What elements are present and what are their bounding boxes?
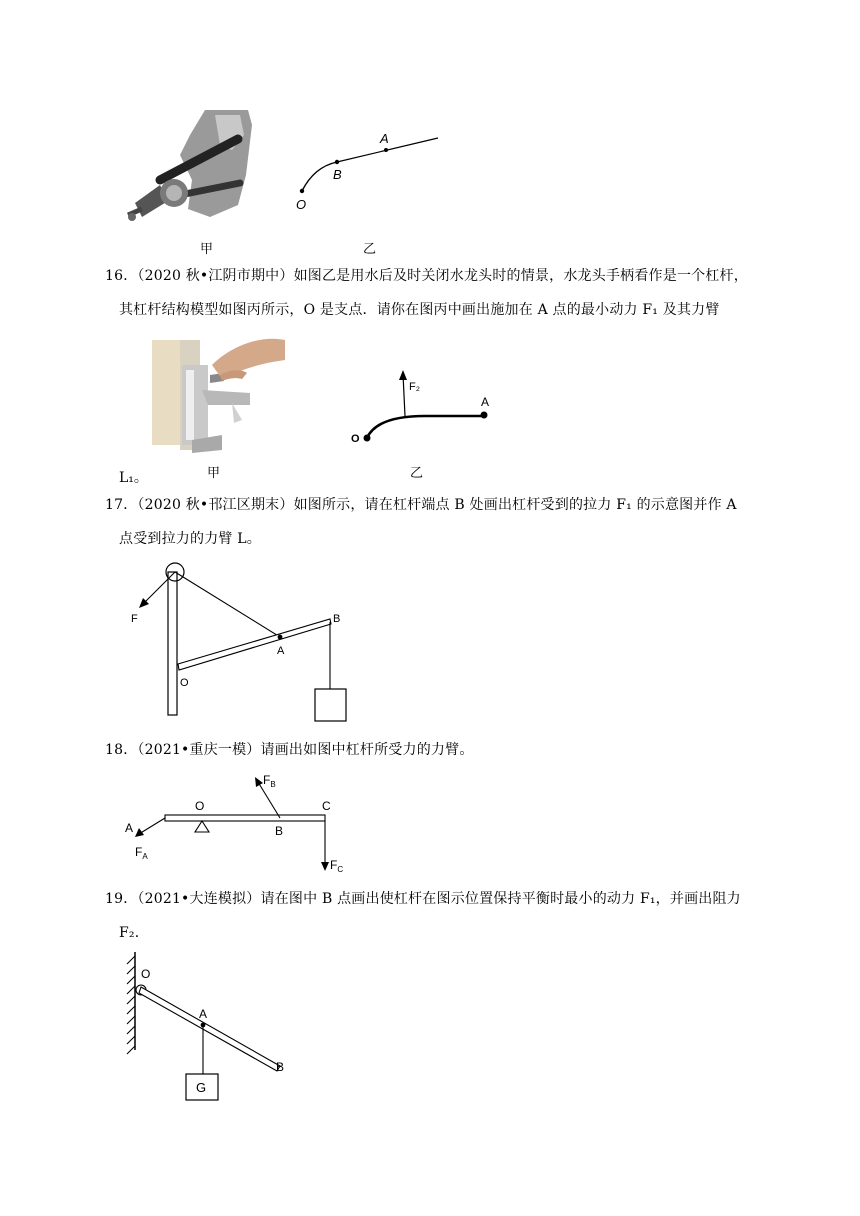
q18-label-FC-main: F	[330, 858, 338, 872]
q16-text-line1: 如图乙是用水后及时关闭水龙头时的情景，水龙头手柄看作是一个杠杆，	[293, 268, 748, 284]
q16-text-line3: L₁。	[119, 470, 148, 486]
q17-label-B: B	[333, 613, 341, 625]
q19-label-G: G	[196, 1080, 207, 1095]
q16-text-line2: 其杠杆结构模型如图丙所示，O 是支点．请你在图丙中画出施加在 A 点的最小动力 F₁ 及其力臂	[119, 302, 720, 318]
q19-lever-diagram	[115, 950, 305, 1105]
q17-label-F: F	[131, 613, 138, 625]
q18-lever-diagram	[115, 770, 375, 875]
q17-lever-diagram	[125, 560, 365, 725]
q17-number: 17．	[105, 497, 138, 513]
q18-label-C: C	[322, 799, 331, 813]
q19-source: （2021•大连模拟）	[137, 891, 261, 907]
q15-label-O: O	[296, 197, 307, 212]
q19-label-A: A	[199, 1007, 208, 1021]
q18-label-FB	[263, 773, 276, 789]
question-19	[105, 882, 765, 950]
q15-label-B: B	[333, 167, 342, 182]
q15-caption-left: 甲	[200, 242, 214, 257]
faucet-photo	[152, 335, 287, 455]
q16-label-F2: F₂	[409, 381, 420, 393]
q16-number: 16．	[105, 268, 138, 284]
q15-label-A: A	[380, 131, 389, 146]
q18-text-line1: 请画出如图中杠杆所受力的力臂。	[260, 742, 474, 758]
q18-label-B: B	[275, 824, 284, 838]
q18-label-FA-sub: A	[142, 852, 148, 861]
question-18	[105, 733, 765, 767]
q16-source: （2020 秋•江阴市期中）	[137, 268, 294, 284]
nutcracker-photo	[120, 105, 260, 230]
q18-label-FA	[135, 845, 148, 861]
q18-label-A: A	[125, 821, 134, 835]
q18-source: （2021•重庆一模）	[137, 742, 261, 758]
q16-label-O: O	[351, 433, 360, 445]
q16-caption-right: 乙	[410, 466, 424, 481]
q18-label-FA-main: F	[135, 845, 143, 859]
q19-number: 19．	[105, 891, 138, 907]
q16-label-A: A	[481, 395, 490, 409]
q17-text-line2: 点受到拉力的力臂 L。	[119, 531, 261, 547]
q17-label-A: A	[277, 645, 285, 657]
q19-label-O: O	[141, 967, 151, 981]
q15-caption-right: 乙	[363, 242, 377, 257]
q19-text-line1: 请在图中 B 点画出使杠杆在图示位置保持平衡时最小的动力 F₁，并画出阻力	[260, 891, 741, 907]
question-16	[105, 259, 765, 327]
q16-lever-diagram	[345, 370, 495, 460]
q16-caption-left: 甲	[207, 466, 221, 481]
q19-text-line2: F₂．	[119, 925, 149, 941]
q18-label-FB-sub: B	[270, 780, 276, 789]
q18-label-FB-main: F	[263, 773, 271, 787]
q18-label-O: O	[195, 799, 205, 813]
q18-label-FC-sub: C	[337, 865, 344, 874]
q17-label-O: O	[180, 677, 189, 689]
q17-source: （2020 秋•邗江区期末）	[137, 497, 294, 513]
q18-label-FC	[330, 858, 343, 874]
q19-label-B: B	[276, 1060, 285, 1074]
q18-number: 18．	[105, 742, 138, 758]
q17-text-line1: 如图所示，请在杠杆端点 B 处画出杠杆受到的拉力 F₁ 的示意图并作 A	[293, 497, 737, 513]
q15-lever-diagram	[290, 125, 450, 220]
question-17	[105, 488, 765, 556]
